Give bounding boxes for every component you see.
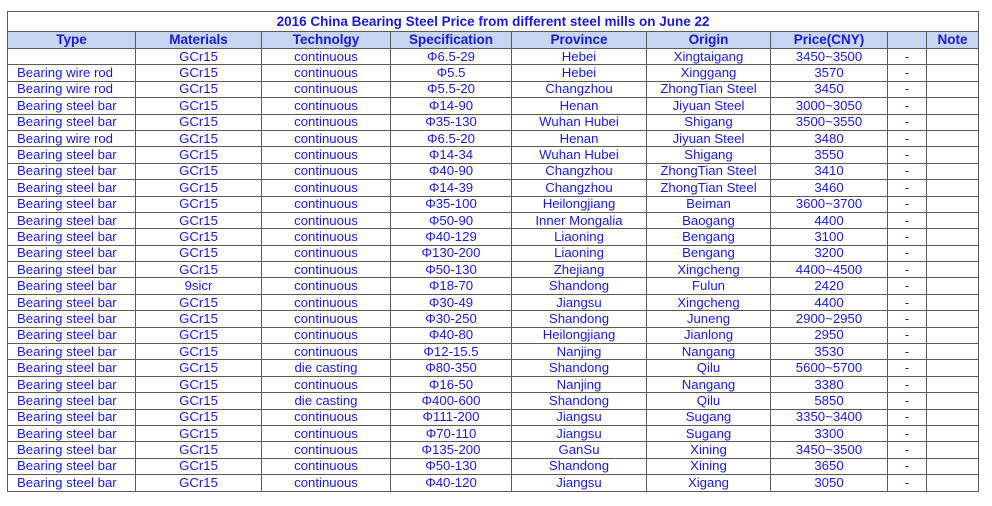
cell-note xyxy=(927,311,979,327)
cell-note xyxy=(927,98,979,114)
cell-materials: GCr15 xyxy=(136,114,262,130)
cell-specification: Φ14-39 xyxy=(391,180,512,196)
cell-materials: GCr15 xyxy=(136,475,262,491)
cell-note xyxy=(927,229,979,245)
cell-price: 3450~3500 xyxy=(771,442,888,458)
cell-price: 3100 xyxy=(771,229,888,245)
cell-note xyxy=(927,294,979,310)
cell-price: 5600~5700 xyxy=(771,360,888,376)
table-row xyxy=(8,49,979,65)
cell-province: Heilongjiang xyxy=(512,196,647,212)
cell-specification: Φ18-70 xyxy=(391,278,512,294)
cell-price: 3460 xyxy=(771,180,888,196)
cell-materials: GCr15 xyxy=(136,65,262,81)
cell-note xyxy=(927,376,979,392)
cell-change: - xyxy=(888,163,927,179)
cell-note xyxy=(927,262,979,278)
cell-type: Bearing steel bar xyxy=(8,262,136,278)
cell-province: Shandong xyxy=(512,311,647,327)
cell-specification: Φ70-110 xyxy=(391,425,512,441)
cell-origin: Jianlong xyxy=(647,327,771,343)
cell-origin: Xingcheng xyxy=(647,262,771,278)
cell-price: 4400 xyxy=(771,212,888,228)
cell-province: Henan xyxy=(512,98,647,114)
cell-materials: GCr15 xyxy=(136,81,262,97)
cell-province: Henan xyxy=(512,130,647,146)
cell-price: 3600~3700 xyxy=(771,196,888,212)
cell-technology: continuous xyxy=(262,344,391,360)
cell-origin: ZhongTian Steel xyxy=(647,180,771,196)
cell-specification: Φ50-130 xyxy=(391,458,512,474)
cell-type: Bearing steel bar xyxy=(8,98,136,114)
cell-province: Changzhou xyxy=(512,180,647,196)
cell-technology: continuous xyxy=(262,294,391,310)
cell-province: Jiangsu xyxy=(512,294,647,310)
table-row xyxy=(8,311,979,327)
cell-origin: Bengang xyxy=(647,245,771,261)
cell-specification: Φ130-200 xyxy=(391,245,512,261)
cell-specification: Φ12-15.5 xyxy=(391,344,512,360)
cell-province: Wuhan Hubei xyxy=(512,147,647,163)
cell-technology: continuous xyxy=(262,180,391,196)
table-row xyxy=(8,458,979,474)
cell-origin: Shigang xyxy=(647,147,771,163)
cell-technology: continuous xyxy=(262,114,391,130)
cell-type: Bearing steel bar xyxy=(8,311,136,327)
cell-note xyxy=(927,344,979,360)
table-row xyxy=(8,425,979,441)
cell-materials: GCr15 xyxy=(136,229,262,245)
cell-type: Bearing steel bar xyxy=(8,409,136,425)
cell-change: - xyxy=(888,81,927,97)
cell-note xyxy=(927,458,979,474)
cell-technology: continuous xyxy=(262,327,391,343)
cell-technology: continuous xyxy=(262,212,391,228)
cell-type: Bearing steel bar xyxy=(8,344,136,360)
table-row xyxy=(8,196,979,212)
cell-type: Bearing steel bar xyxy=(8,475,136,491)
cell-type: Bearing steel bar xyxy=(8,442,136,458)
cell-technology: continuous xyxy=(262,147,391,163)
cell-origin: Xinggang xyxy=(647,65,771,81)
cell-note xyxy=(927,65,979,81)
cell-materials: GCr15 xyxy=(136,196,262,212)
cell-note xyxy=(927,475,979,491)
cell-origin: Jiyuan Steel xyxy=(647,98,771,114)
cell-type: Bearing wire rod xyxy=(8,130,136,146)
cell-note xyxy=(927,360,979,376)
cell-province: Shandong xyxy=(512,458,647,474)
cell-change: - xyxy=(888,442,927,458)
cell-province: Liaoning xyxy=(512,229,647,245)
cell-change: - xyxy=(888,360,927,376)
cell-origin: Shigang xyxy=(647,114,771,130)
header-technology: Technolgy xyxy=(262,32,391,49)
cell-change: - xyxy=(888,458,927,474)
cell-specification: Φ111-200 xyxy=(391,409,512,425)
cell-note xyxy=(927,212,979,228)
cell-materials: GCr15 xyxy=(136,147,262,163)
cell-province: GanSu xyxy=(512,442,647,458)
table-row xyxy=(8,294,979,310)
table-row xyxy=(8,376,979,392)
cell-change: - xyxy=(888,294,927,310)
table-row xyxy=(8,147,979,163)
cell-change: - xyxy=(888,327,927,343)
cell-origin: Sugang xyxy=(647,409,771,425)
cell-type: Bearing steel bar xyxy=(8,278,136,294)
cell-change: - xyxy=(888,212,927,228)
cell-technology: continuous xyxy=(262,442,391,458)
cell-technology: continuous xyxy=(262,311,391,327)
cell-technology: continuous xyxy=(262,49,391,65)
price-table xyxy=(7,11,979,492)
cell-price: 3300 xyxy=(771,425,888,441)
header-type: Type xyxy=(8,32,136,49)
cell-price: 3550 xyxy=(771,147,888,163)
cell-province: Heilongjiang xyxy=(512,327,647,343)
table-row xyxy=(8,180,979,196)
cell-materials: GCr15 xyxy=(136,344,262,360)
cell-specification: Φ14-34 xyxy=(391,147,512,163)
cell-price: 2950 xyxy=(771,327,888,343)
cell-technology: die casting xyxy=(262,360,391,376)
cell-materials: GCr15 xyxy=(136,262,262,278)
cell-price: 3350~3400 xyxy=(771,409,888,425)
cell-materials: GCr15 xyxy=(136,98,262,114)
cell-price: 3200 xyxy=(771,245,888,261)
cell-province: Nanjing xyxy=(512,344,647,360)
cell-note xyxy=(927,130,979,146)
cell-technology: continuous xyxy=(262,376,391,392)
cell-technology: continuous xyxy=(262,81,391,97)
cell-price: 3530 xyxy=(771,344,888,360)
cell-change: - xyxy=(888,147,927,163)
cell-note xyxy=(927,278,979,294)
cell-change: - xyxy=(888,311,927,327)
cell-change: - xyxy=(888,409,927,425)
cell-type: Bearing steel bar xyxy=(8,294,136,310)
cell-type: Bearing wire rod xyxy=(8,81,136,97)
table-row xyxy=(8,245,979,261)
cell-type: Bearing wire rod xyxy=(8,65,136,81)
table-row xyxy=(8,65,979,81)
cell-specification: Φ30-49 xyxy=(391,294,512,310)
cell-origin: Beiman xyxy=(647,196,771,212)
cell-specification: Φ40-80 xyxy=(391,327,512,343)
cell-change: - xyxy=(888,229,927,245)
cell-note xyxy=(927,180,979,196)
cell-note xyxy=(927,196,979,212)
cell-type: Bearing steel bar xyxy=(8,425,136,441)
cell-origin: Xigang xyxy=(647,475,771,491)
cell-type: Bearing steel bar xyxy=(8,212,136,228)
cell-note xyxy=(927,147,979,163)
cell-type: Bearing steel bar xyxy=(8,376,136,392)
cell-specification: Φ80-350 xyxy=(391,360,512,376)
cell-note xyxy=(927,163,979,179)
cell-change: - xyxy=(888,180,927,196)
table-row xyxy=(8,163,979,179)
table-row xyxy=(8,393,979,409)
cell-specification: Φ50-90 xyxy=(391,212,512,228)
cell-price: 4400~4500 xyxy=(771,262,888,278)
cell-change: - xyxy=(888,376,927,392)
header-materials: Materials xyxy=(136,32,262,49)
table-row xyxy=(8,262,979,278)
table-row xyxy=(8,344,979,360)
cell-change: - xyxy=(888,262,927,278)
cell-specification: Φ400-600 xyxy=(391,393,512,409)
cell-price: 3650 xyxy=(771,458,888,474)
cell-province: Changzhou xyxy=(512,163,647,179)
cell-price: 3000~3050 xyxy=(771,98,888,114)
cell-province: Inner Mongalia xyxy=(512,212,647,228)
cell-materials: GCr15 xyxy=(136,180,262,196)
cell-technology: continuous xyxy=(262,425,391,441)
cell-materials: GCr15 xyxy=(136,311,262,327)
cell-technology: continuous xyxy=(262,475,391,491)
cell-technology: continuous xyxy=(262,245,391,261)
cell-type: Bearing steel bar xyxy=(8,114,136,130)
cell-specification: Φ14-90 xyxy=(391,98,512,114)
cell-change: - xyxy=(888,425,927,441)
cell-specification: Φ40-90 xyxy=(391,163,512,179)
cell-technology: continuous xyxy=(262,65,391,81)
table-row xyxy=(8,229,979,245)
cell-technology: die casting xyxy=(262,393,391,409)
cell-origin: ZhongTian Steel xyxy=(647,163,771,179)
cell-province: Changzhou xyxy=(512,81,647,97)
cell-technology: continuous xyxy=(262,163,391,179)
cell-origin: Jiyuan Steel xyxy=(647,130,771,146)
cell-price: 3410 xyxy=(771,163,888,179)
cell-province: Hebei xyxy=(512,49,647,65)
cell-note xyxy=(927,425,979,441)
table-row xyxy=(8,212,979,228)
header-specification: Specification xyxy=(391,32,512,49)
cell-origin: Bengang xyxy=(647,229,771,245)
cell-materials: GCr15 xyxy=(136,442,262,458)
cell-price: 3050 xyxy=(771,475,888,491)
cell-type: Bearing steel bar xyxy=(8,147,136,163)
cell-specification: Φ35-100 xyxy=(391,196,512,212)
header-price: Price(CNY) xyxy=(771,32,888,49)
table-row xyxy=(8,475,979,491)
cell-origin: Juneng xyxy=(647,311,771,327)
cell-materials: GCr15 xyxy=(136,212,262,228)
cell-price: 3500~3550 xyxy=(771,114,888,130)
cell-technology: continuous xyxy=(262,458,391,474)
cell-change: - xyxy=(888,98,927,114)
cell-origin: Nangang xyxy=(647,376,771,392)
cell-note xyxy=(927,442,979,458)
cell-province: Hebei xyxy=(512,65,647,81)
cell-province: Shandong xyxy=(512,278,647,294)
cell-specification: Φ135-200 xyxy=(391,442,512,458)
cell-type: Bearing steel bar xyxy=(8,163,136,179)
cell-specification: Φ50-130 xyxy=(391,262,512,278)
cell-technology: continuous xyxy=(262,409,391,425)
cell-province: Liaoning xyxy=(512,245,647,261)
header-note: Note xyxy=(927,32,979,49)
cell-note xyxy=(927,114,979,130)
cell-price: 3480 xyxy=(771,130,888,146)
cell-type: Bearing steel bar xyxy=(8,196,136,212)
cell-origin: Xining xyxy=(647,458,771,474)
cell-type: Bearing steel bar xyxy=(8,393,136,409)
cell-origin: Qilu xyxy=(647,393,771,409)
cell-materials: GCr15 xyxy=(136,425,262,441)
cell-province: Wuhan Hubei xyxy=(512,114,647,130)
cell-technology: continuous xyxy=(262,262,391,278)
cell-province: Jiangsu xyxy=(512,425,647,441)
cell-note xyxy=(927,245,979,261)
cell-change: - xyxy=(888,49,927,65)
cell-province: Nanjing xyxy=(512,376,647,392)
cell-type: Bearing steel bar xyxy=(8,458,136,474)
cell-specification: Φ6.5-20 xyxy=(391,130,512,146)
header-origin: Origin xyxy=(647,32,771,49)
cell-type: Bearing steel bar xyxy=(8,229,136,245)
cell-origin: Sugang xyxy=(647,425,771,441)
table-row xyxy=(8,409,979,425)
cell-technology: continuous xyxy=(262,196,391,212)
cell-technology: continuous xyxy=(262,278,391,294)
header-province: Province xyxy=(512,32,647,49)
cell-origin: Xingtaigang xyxy=(647,49,771,65)
cell-note xyxy=(927,49,979,65)
cell-materials: GCr15 xyxy=(136,294,262,310)
cell-specification: Φ30-250 xyxy=(391,311,512,327)
cell-specification: Φ5.5 xyxy=(391,65,512,81)
cell-change: - xyxy=(888,393,927,409)
cell-change: - xyxy=(888,114,927,130)
cell-origin: Xining xyxy=(647,442,771,458)
cell-price: 3570 xyxy=(771,65,888,81)
cell-origin: Xingcheng xyxy=(647,294,771,310)
cell-materials: 9sicr xyxy=(136,278,262,294)
cell-materials: GCr15 xyxy=(136,409,262,425)
cell-note xyxy=(927,327,979,343)
cell-change: - xyxy=(888,196,927,212)
cell-technology: continuous xyxy=(262,229,391,245)
cell-materials: GCr15 xyxy=(136,393,262,409)
cell-origin: Nangang xyxy=(647,344,771,360)
cell-materials: GCr15 xyxy=(136,163,262,179)
table-row xyxy=(8,130,979,146)
header-change xyxy=(888,32,927,49)
cell-price: 2900~2950 xyxy=(771,311,888,327)
cell-province: Shandong xyxy=(512,360,647,376)
cell-change: - xyxy=(888,130,927,146)
cell-origin: Fulun xyxy=(647,278,771,294)
cell-technology: continuous xyxy=(262,130,391,146)
cell-specification: Φ40-120 xyxy=(391,475,512,491)
cell-technology: continuous xyxy=(262,98,391,114)
cell-price: 4400 xyxy=(771,294,888,310)
cell-type xyxy=(8,49,136,65)
cell-note xyxy=(927,409,979,425)
cell-price: 3380 xyxy=(771,376,888,392)
price-table-container xyxy=(7,11,979,492)
cell-price: 3450~3500 xyxy=(771,49,888,65)
cell-type: Bearing steel bar xyxy=(8,180,136,196)
cell-materials: GCr15 xyxy=(136,245,262,261)
cell-specification: Φ5.5-20 xyxy=(391,81,512,97)
cell-type: Bearing steel bar xyxy=(8,245,136,261)
cell-specification: Φ35-130 xyxy=(391,114,512,130)
cell-type: Bearing steel bar xyxy=(8,360,136,376)
cell-materials: GCr15 xyxy=(136,49,262,65)
cell-price: 3450 xyxy=(771,81,888,97)
cell-change: - xyxy=(888,278,927,294)
cell-price: 5850 xyxy=(771,393,888,409)
cell-origin: Baogang xyxy=(647,212,771,228)
cell-specification: Φ40-129 xyxy=(391,229,512,245)
cell-specification: Φ16-50 xyxy=(391,376,512,392)
table-row xyxy=(8,327,979,343)
table-row xyxy=(8,81,979,97)
cell-price: 2420 xyxy=(771,278,888,294)
cell-change: - xyxy=(888,65,927,81)
cell-note xyxy=(927,393,979,409)
header-row xyxy=(8,32,979,49)
cell-province: Zhejiang xyxy=(512,262,647,278)
table-title: 2016 China Bearing Steel Price from different steel mills on June 22 xyxy=(8,12,979,32)
cell-note xyxy=(927,81,979,97)
cell-change: - xyxy=(888,245,927,261)
cell-specification: Φ6.5-29 xyxy=(391,49,512,65)
table-row xyxy=(8,442,979,458)
table-row xyxy=(8,360,979,376)
cell-materials: GCr15 xyxy=(136,376,262,392)
cell-province: Jiangsu xyxy=(512,409,647,425)
table-row xyxy=(8,98,979,114)
cell-origin: Qilu xyxy=(647,360,771,376)
cell-type: Bearing steel bar xyxy=(8,327,136,343)
cell-origin: ZhongTian Steel xyxy=(647,81,771,97)
cell-materials: GCr15 xyxy=(136,327,262,343)
cell-province: Jiangsu xyxy=(512,475,647,491)
table-body xyxy=(8,49,979,492)
cell-change: - xyxy=(888,475,927,491)
cell-materials: GCr15 xyxy=(136,458,262,474)
table-row xyxy=(8,278,979,294)
cell-province: Shandong xyxy=(512,393,647,409)
table-row xyxy=(8,114,979,130)
cell-materials: GCr15 xyxy=(136,130,262,146)
cell-change: - xyxy=(888,344,927,360)
cell-materials: GCr15 xyxy=(136,360,262,376)
